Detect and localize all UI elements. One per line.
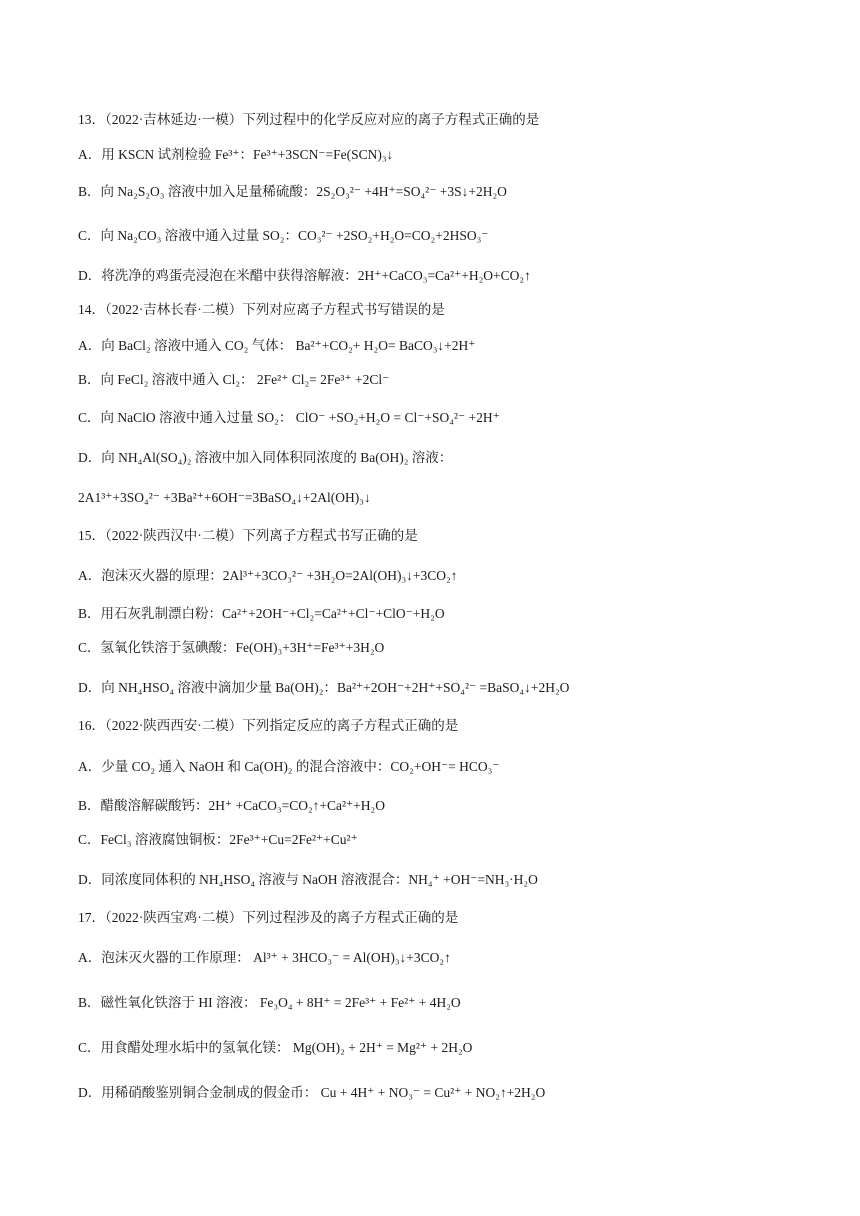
- question-16-option-a: A．少量 CO₂ 通入 NaOH 和 Ca(OH)₂ 的混合溶液中：CO₂+OH⁻= HCO₃⁻: [78, 759, 500, 774]
- question-13-option-c: C．向 Na₂CO₃ 溶液中通入过量 SO₂：CO₃²⁻ +2SO₂+H₂O=CO₂+2HSO₃⁻: [78, 228, 489, 243]
- question-16-option-c: C．FeCl₃ 溶液腐蚀铜板：2Fe³⁺+Cu=2Fe²⁺+Cu²⁺: [78, 832, 358, 847]
- question-17-stem: 17．（2022·陕西宝鸡·二模）下列过程涉及的离子方程式正确的是: [78, 910, 459, 925]
- question-14-option-a: A．向 BaCl₂ 溶液中通入 CO₂ 气体： Ba²⁺+CO₂+ H₂O= BaCO₃↓+2H⁺: [78, 338, 476, 353]
- question-15-option-c: C．氢氧化铁溶于氢碘酸：Fe(OH)₃+3H⁺=Fe³⁺+3H₂O: [78, 640, 385, 655]
- question-13-stem: 13．（2022·吉林延边·一模）下列过程中的化学反应对应的离子方程式正确的是: [78, 112, 540, 127]
- question-17-option-b: B．磁性氧化铁溶于 HI 溶液： Fe₃O₄ + 8H⁺ = 2Fe³⁺ + Fe²⁺ + 4H₂O: [78, 995, 461, 1010]
- question-14-option-d: D．向 NH₄Al(SO₄)₂ 溶液中加入同体积同浓度的 Ba(OH)₂ 溶液：: [78, 450, 453, 465]
- question-16-option-d: D．同浓度同体积的 NH₄HSO₄ 溶液与 NaOH 溶液混合：NH₄⁺ +OH⁻=NH₃·H₂O: [78, 872, 538, 887]
- question-16-stem: 16．（2022·陕西西安·二模）下列指定反应的离子方程式正确的是: [78, 718, 459, 733]
- question-13-option-b: B．向 Na₂S₂O₃ 溶液中加入足量稀硫酸：2S₂O₃²⁻ +4H⁺=SO₄²⁻ +3S↓+2H₂O: [78, 184, 507, 199]
- question-15-stem: 15．（2022·陕西汉中·二模）下列离子方程式书写正确的是: [78, 528, 418, 543]
- question-13-option-a: A．用 KSCN 试剂检验 Fe³⁺：Fe³⁺+3SCN⁻=Fe(SCN)₃↓: [78, 147, 394, 162]
- question-16-option-b: B．醋酸溶解碳酸钙：2H⁺ +CaCO₃=CO₂↑+Ca²⁺+H₂O: [78, 798, 385, 813]
- question-15-option-a: A．泡沫灭火器的原理：2Al³⁺+3CO₃²⁻ +3H₂O=2Al(OH)₃↓+3CO₂↑: [78, 568, 458, 583]
- question-17-option-a: A．泡沫灭火器的工作原理： Al³⁺ + 3HCO₃⁻ = Al(OH)₃↓+3CO₂↑: [78, 950, 451, 965]
- question-13-option-d: D．将洗净的鸡蛋壳浸泡在米醋中获得溶解液：2H⁺+CaCO₃=Ca²⁺+H₂O+CO₂↑: [78, 268, 531, 283]
- question-14-option-b: B．向 FeCl₂ 溶液中通入 Cl₂： 2Fe²⁺ Cl₂= 2Fe³⁺ +2Cl⁻: [78, 372, 390, 387]
- question-17-option-d: D．用稀硝酸鉴别铜合金制成的假金币： Cu + 4H⁺ + NO₃⁻ = Cu²⁺ + NO₂↑+2H₂O: [78, 1085, 546, 1100]
- question-14-option-d-equation: 2A1³⁺+3SO₄²⁻ +3Ba²⁺+6OH⁻=3BaSO₄↓+2Al(OH)₃↓: [78, 490, 371, 505]
- question-15-option-b: B．用石灰乳制漂白粉：Ca²⁺+2OH⁻+Cl₂=Ca²⁺+Cl⁻+ClO⁻+H₂O: [78, 606, 445, 621]
- question-14-stem: 14．（2022·吉林长春·二模）下列对应离子方程式书写错误的是: [78, 302, 445, 317]
- question-15-option-d: D．向 NH₄HSO₄ 溶液中滴加少量 Ba(OH)₂：Ba²⁺+2OH⁻+2H⁺+SO₄²⁻ =BaSO₄↓+2H₂O: [78, 680, 570, 695]
- question-17-option-c: C．用食醋处理水垢中的氢氧化镁： Mg(OH)₂ + 2H⁺ = Mg²⁺ + 2H₂O: [78, 1040, 473, 1055]
- question-14-option-c: C．向 NaClO 溶液中通入过量 SO₂： ClO⁻ +SO₂+H₂O = Cl⁻+SO₄²⁻ +2H⁺: [78, 410, 500, 425]
